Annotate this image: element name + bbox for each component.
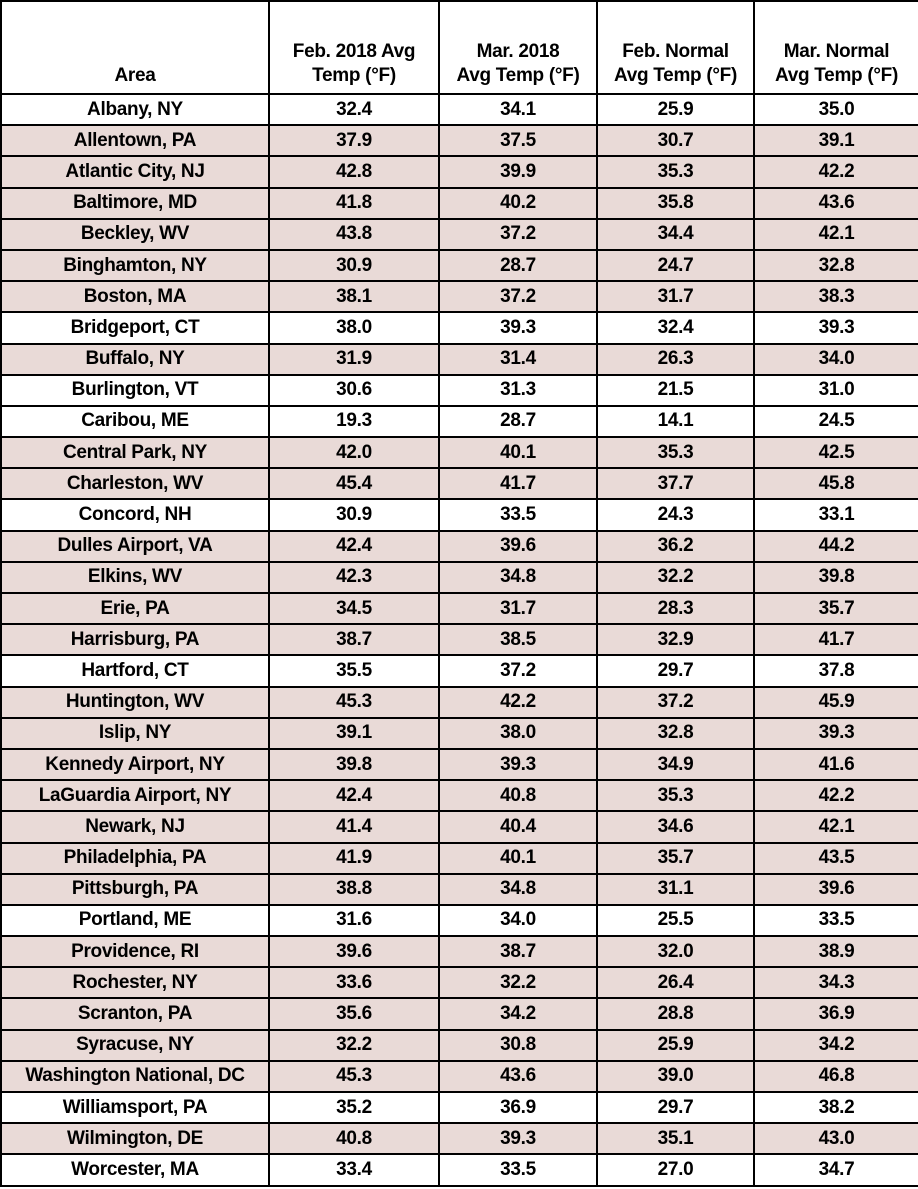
area-cell: Albany, NY — [1, 94, 269, 125]
value-cell-feb-2018-avg-temp: 42.3 — [269, 562, 439, 593]
area-cell: Worcester, MA — [1, 1154, 269, 1185]
area-cell: Bridgeport, CT — [1, 312, 269, 343]
value-cell-feb-2018-avg-temp: 38.0 — [269, 312, 439, 343]
value-cell-mar-2018-avg-temp: 41.7 — [439, 468, 597, 499]
table-row — [1, 1061, 918, 1092]
area-cell: Boston, MA — [1, 281, 269, 312]
table-row — [1, 344, 918, 375]
value-cell-mar-2018-avg-temp: 39.9 — [439, 156, 597, 187]
value-cell-mar-2018-avg-temp: 40.8 — [439, 780, 597, 811]
column-header-line: Avg Temp (°F) — [775, 65, 898, 87]
column-header-feb-normal-avg-temp — [597, 1, 754, 94]
table-row — [1, 718, 918, 749]
area-cell: Central Park, NY — [1, 437, 269, 468]
table-row — [1, 437, 918, 468]
value-cell-mar-2018-avg-temp: 37.5 — [439, 125, 597, 156]
value-cell-mar-2018-avg-temp: 31.7 — [439, 593, 597, 624]
value-cell-mar-2018-avg-temp: 39.6 — [439, 531, 597, 562]
value-cell-feb-2018-avg-temp: 30.9 — [269, 250, 439, 281]
value-cell-feb-normal-avg-temp: 35.7 — [597, 843, 754, 874]
column-header-line: Mar. 2018 — [476, 40, 560, 62]
value-cell-feb-normal-avg-temp: 32.9 — [597, 624, 754, 655]
value-cell-feb-2018-avg-temp: 38.1 — [269, 281, 439, 312]
area-cell: Atlantic City, NJ — [1, 156, 269, 187]
value-cell-mar-2018-avg-temp: 37.2 — [439, 219, 597, 250]
value-cell-feb-2018-avg-temp: 40.8 — [269, 1123, 439, 1154]
table-row — [1, 250, 918, 281]
column-header-line: Avg Temp (°F) — [456, 65, 580, 87]
value-cell-feb-normal-avg-temp: 35.1 — [597, 1123, 754, 1154]
value-cell-mar-normal-avg-temp: 45.9 — [754, 687, 918, 718]
column-header-line: Area — [114, 65, 156, 87]
table-row — [1, 1123, 918, 1154]
value-cell-mar-2018-avg-temp: 39.3 — [439, 749, 597, 780]
header-row — [1, 1, 918, 94]
value-cell-mar-2018-avg-temp: 39.3 — [439, 312, 597, 343]
table-row — [1, 1092, 918, 1123]
value-cell-mar-normal-avg-temp: 34.7 — [754, 1154, 918, 1185]
value-cell-feb-normal-avg-temp: 29.7 — [597, 1092, 754, 1123]
value-cell-mar-2018-avg-temp: 28.7 — [439, 250, 597, 281]
value-cell-mar-2018-avg-temp: 37.2 — [439, 655, 597, 686]
table-header — [1, 1, 918, 94]
area-cell: Kennedy Airport, NY — [1, 749, 269, 780]
value-cell-feb-normal-avg-temp: 32.4 — [597, 312, 754, 343]
area-cell: Washington National, DC — [1, 1061, 269, 1092]
value-cell-mar-normal-avg-temp: 39.3 — [754, 312, 918, 343]
table-row — [1, 967, 918, 998]
value-cell-mar-normal-avg-temp: 43.0 — [754, 1123, 918, 1154]
table-row — [1, 219, 918, 250]
value-cell-feb-2018-avg-temp: 41.8 — [269, 188, 439, 219]
area-cell: Islip, NY — [1, 718, 269, 749]
area-cell: Pittsburgh, PA — [1, 874, 269, 905]
table-row — [1, 188, 918, 219]
value-cell-mar-2018-avg-temp: 38.7 — [439, 936, 597, 967]
value-cell-feb-normal-avg-temp: 26.3 — [597, 344, 754, 375]
column-header-mar-normal-avg-temp — [754, 1, 918, 94]
area-cell: Erie, PA — [1, 593, 269, 624]
value-cell-feb-normal-avg-temp: 35.3 — [597, 156, 754, 187]
value-cell-mar-normal-avg-temp: 42.1 — [754, 811, 918, 842]
table-row — [1, 936, 918, 967]
table-row — [1, 281, 918, 312]
area-cell: Rochester, NY — [1, 967, 269, 998]
value-cell-mar-normal-avg-temp: 42.2 — [754, 156, 918, 187]
area-cell: Charleston, WV — [1, 468, 269, 499]
table-row — [1, 1154, 918, 1185]
area-cell: Binghamton, NY — [1, 250, 269, 281]
value-cell-mar-normal-avg-temp: 43.5 — [754, 843, 918, 874]
area-cell: Harrisburg, PA — [1, 624, 269, 655]
value-cell-mar-normal-avg-temp: 34.2 — [754, 1030, 918, 1061]
value-cell-feb-normal-avg-temp: 30.7 — [597, 125, 754, 156]
value-cell-feb-normal-avg-temp: 25.9 — [597, 1030, 754, 1061]
value-cell-feb-normal-avg-temp: 26.4 — [597, 967, 754, 998]
value-cell-mar-2018-avg-temp: 34.0 — [439, 905, 597, 936]
area-cell: Hartford, CT — [1, 655, 269, 686]
value-cell-feb-2018-avg-temp: 35.6 — [269, 998, 439, 1029]
value-cell-mar-normal-avg-temp: 44.2 — [754, 531, 918, 562]
value-cell-mar-normal-avg-temp: 46.8 — [754, 1061, 918, 1092]
value-cell-feb-normal-avg-temp: 34.6 — [597, 811, 754, 842]
table-row — [1, 905, 918, 936]
table-row — [1, 125, 918, 156]
column-header-line: Feb. 2018 Avg — [292, 40, 416, 62]
value-cell-feb-2018-avg-temp: 42.4 — [269, 531, 439, 562]
value-cell-feb-normal-avg-temp: 34.4 — [597, 219, 754, 250]
value-cell-mar-2018-avg-temp: 37.2 — [439, 281, 597, 312]
value-cell-feb-normal-avg-temp: 29.7 — [597, 655, 754, 686]
value-cell-mar-2018-avg-temp: 38.0 — [439, 718, 597, 749]
area-cell: Beckley, WV — [1, 219, 269, 250]
value-cell-feb-normal-avg-temp: 21.5 — [597, 375, 754, 406]
value-cell-feb-normal-avg-temp: 27.0 — [597, 1154, 754, 1185]
value-cell-feb-2018-avg-temp: 19.3 — [269, 406, 439, 437]
area-cell: Buffalo, NY — [1, 344, 269, 375]
value-cell-feb-2018-avg-temp: 39.1 — [269, 718, 439, 749]
column-header-line: Mar. Normal — [783, 40, 890, 62]
value-cell-feb-normal-avg-temp: 25.9 — [597, 94, 754, 125]
table-row — [1, 811, 918, 842]
table-row — [1, 499, 918, 530]
value-cell-mar-2018-avg-temp: 40.1 — [439, 437, 597, 468]
value-cell-mar-normal-avg-temp: 34.0 — [754, 344, 918, 375]
table-body — [1, 94, 918, 1186]
value-cell-feb-normal-avg-temp: 36.2 — [597, 531, 754, 562]
table-row — [1, 156, 918, 187]
table-row — [1, 531, 918, 562]
value-cell-mar-normal-avg-temp: 36.9 — [754, 998, 918, 1029]
value-cell-mar-normal-avg-temp: 42.1 — [754, 219, 918, 250]
area-cell: Baltimore, MD — [1, 188, 269, 219]
value-cell-feb-normal-avg-temp: 35.3 — [597, 437, 754, 468]
value-cell-feb-2018-avg-temp: 33.6 — [269, 967, 439, 998]
value-cell-feb-normal-avg-temp: 32.0 — [597, 936, 754, 967]
value-cell-mar-normal-avg-temp: 24.5 — [754, 406, 918, 437]
area-cell: Newark, NJ — [1, 811, 269, 842]
value-cell-feb-normal-avg-temp: 32.8 — [597, 718, 754, 749]
value-cell-mar-normal-avg-temp: 39.3 — [754, 718, 918, 749]
area-cell: Burlington, VT — [1, 375, 269, 406]
value-cell-mar-2018-avg-temp: 31.4 — [439, 344, 597, 375]
value-cell-feb-2018-avg-temp: 31.6 — [269, 905, 439, 936]
value-cell-feb-normal-avg-temp: 28.3 — [597, 593, 754, 624]
value-cell-mar-2018-avg-temp: 34.8 — [439, 562, 597, 593]
value-cell-feb-normal-avg-temp: 24.7 — [597, 250, 754, 281]
table-row — [1, 655, 918, 686]
area-cell: Caribou, ME — [1, 406, 269, 437]
value-cell-feb-normal-avg-temp: 39.0 — [597, 1061, 754, 1092]
area-cell: Portland, ME — [1, 905, 269, 936]
table-row — [1, 468, 918, 499]
table-row — [1, 624, 918, 655]
value-cell-mar-2018-avg-temp: 32.2 — [439, 967, 597, 998]
table-row — [1, 593, 918, 624]
value-cell-feb-2018-avg-temp: 35.2 — [269, 1092, 439, 1123]
value-cell-mar-normal-avg-temp: 43.6 — [754, 188, 918, 219]
value-cell-mar-2018-avg-temp: 42.2 — [439, 687, 597, 718]
value-cell-feb-2018-avg-temp: 35.5 — [269, 655, 439, 686]
area-cell: Scranton, PA — [1, 998, 269, 1029]
value-cell-feb-2018-avg-temp: 42.0 — [269, 437, 439, 468]
area-cell: Huntington, WV — [1, 687, 269, 718]
value-cell-mar-normal-avg-temp: 38.2 — [754, 1092, 918, 1123]
value-cell-mar-2018-avg-temp: 39.3 — [439, 1123, 597, 1154]
value-cell-feb-2018-avg-temp: 30.6 — [269, 375, 439, 406]
value-cell-feb-2018-avg-temp: 41.4 — [269, 811, 439, 842]
value-cell-feb-normal-avg-temp: 28.8 — [597, 998, 754, 1029]
area-cell: Allentown, PA — [1, 125, 269, 156]
table-row — [1, 375, 918, 406]
value-cell-mar-normal-avg-temp: 32.8 — [754, 250, 918, 281]
area-cell: Providence, RI — [1, 936, 269, 967]
value-cell-mar-normal-avg-temp: 39.6 — [754, 874, 918, 905]
column-header-feb-2018-avg-temp — [269, 1, 439, 94]
value-cell-mar-2018-avg-temp: 31.3 — [439, 375, 597, 406]
value-cell-mar-2018-avg-temp: 33.5 — [439, 1154, 597, 1185]
value-cell-mar-normal-avg-temp: 31.0 — [754, 375, 918, 406]
value-cell-mar-2018-avg-temp: 40.2 — [439, 188, 597, 219]
table-row — [1, 780, 918, 811]
value-cell-mar-normal-avg-temp: 33.5 — [754, 905, 918, 936]
table-row — [1, 687, 918, 718]
value-cell-mar-2018-avg-temp: 30.8 — [439, 1030, 597, 1061]
table-row — [1, 406, 918, 437]
value-cell-mar-2018-avg-temp: 36.9 — [439, 1092, 597, 1123]
value-cell-feb-2018-avg-temp: 38.8 — [269, 874, 439, 905]
value-cell-mar-normal-avg-temp: 38.3 — [754, 281, 918, 312]
value-cell-feb-2018-avg-temp: 32.2 — [269, 1030, 439, 1061]
value-cell-feb-2018-avg-temp: 41.9 — [269, 843, 439, 874]
table-row — [1, 874, 918, 905]
value-cell-feb-2018-avg-temp: 32.4 — [269, 94, 439, 125]
value-cell-feb-normal-avg-temp: 37.2 — [597, 687, 754, 718]
value-cell-mar-2018-avg-temp: 40.4 — [439, 811, 597, 842]
area-cell: Wilmington, DE — [1, 1123, 269, 1154]
value-cell-mar-normal-avg-temp: 41.6 — [754, 749, 918, 780]
value-cell-feb-normal-avg-temp: 34.9 — [597, 749, 754, 780]
value-cell-feb-2018-avg-temp: 43.8 — [269, 219, 439, 250]
value-cell-mar-normal-avg-temp: 37.8 — [754, 655, 918, 686]
area-cell: Elkins, WV — [1, 562, 269, 593]
value-cell-mar-normal-avg-temp: 35.7 — [754, 593, 918, 624]
value-cell-feb-2018-avg-temp: 39.6 — [269, 936, 439, 967]
area-cell: LaGuardia Airport, NY — [1, 780, 269, 811]
table-row — [1, 843, 918, 874]
value-cell-mar-normal-avg-temp: 39.1 — [754, 125, 918, 156]
value-cell-feb-normal-avg-temp: 35.3 — [597, 780, 754, 811]
area-cell: Concord, NH — [1, 499, 269, 530]
value-cell-mar-normal-avg-temp: 38.9 — [754, 936, 918, 967]
value-cell-mar-normal-avg-temp: 34.3 — [754, 967, 918, 998]
table-row — [1, 998, 918, 1029]
value-cell-feb-2018-avg-temp: 45.3 — [269, 687, 439, 718]
value-cell-feb-2018-avg-temp: 42.4 — [269, 780, 439, 811]
value-cell-feb-2018-avg-temp: 34.5 — [269, 593, 439, 624]
value-cell-feb-2018-avg-temp: 38.7 — [269, 624, 439, 655]
area-cell: Philadelphia, PA — [1, 843, 269, 874]
value-cell-feb-2018-avg-temp: 37.9 — [269, 125, 439, 156]
value-cell-mar-2018-avg-temp: 38.5 — [439, 624, 597, 655]
value-cell-mar-normal-avg-temp: 39.8 — [754, 562, 918, 593]
table-row — [1, 312, 918, 343]
value-cell-mar-normal-avg-temp: 33.1 — [754, 499, 918, 530]
value-cell-mar-normal-avg-temp: 42.2 — [754, 780, 918, 811]
column-header-area — [1, 1, 269, 94]
value-cell-mar-2018-avg-temp: 40.1 — [439, 843, 597, 874]
value-cell-feb-normal-avg-temp: 25.5 — [597, 905, 754, 936]
column-header-line: Feb. Normal — [622, 40, 729, 62]
table-row — [1, 562, 918, 593]
table-row — [1, 94, 918, 125]
value-cell-mar-normal-avg-temp: 45.8 — [754, 468, 918, 499]
column-header-mar-2018-avg-temp — [439, 1, 597, 94]
value-cell-mar-2018-avg-temp: 34.2 — [439, 998, 597, 1029]
area-cell: Syracuse, NY — [1, 1030, 269, 1061]
value-cell-mar-normal-avg-temp: 42.5 — [754, 437, 918, 468]
value-cell-feb-normal-avg-temp: 35.8 — [597, 188, 754, 219]
value-cell-feb-normal-avg-temp: 37.7 — [597, 468, 754, 499]
value-cell-mar-2018-avg-temp: 28.7 — [439, 406, 597, 437]
column-header-line: Temp (°F) — [312, 65, 396, 87]
value-cell-mar-2018-avg-temp: 33.5 — [439, 499, 597, 530]
area-cell: Williamsport, PA — [1, 1092, 269, 1123]
value-cell-feb-2018-avg-temp: 45.4 — [269, 468, 439, 499]
value-cell-feb-2018-avg-temp: 39.8 — [269, 749, 439, 780]
value-cell-feb-normal-avg-temp: 32.2 — [597, 562, 754, 593]
value-cell-mar-2018-avg-temp: 34.1 — [439, 94, 597, 125]
value-cell-feb-normal-avg-temp: 31.1 — [597, 874, 754, 905]
value-cell-mar-2018-avg-temp: 34.8 — [439, 874, 597, 905]
table-row — [1, 1030, 918, 1061]
value-cell-mar-normal-avg-temp: 35.0 — [754, 94, 918, 125]
value-cell-mar-2018-avg-temp: 43.6 — [439, 1061, 597, 1092]
area-cell: Dulles Airport, VA — [1, 531, 269, 562]
value-cell-feb-2018-avg-temp: 42.8 — [269, 156, 439, 187]
value-cell-feb-normal-avg-temp: 31.7 — [597, 281, 754, 312]
value-cell-feb-2018-avg-temp: 31.9 — [269, 344, 439, 375]
value-cell-feb-normal-avg-temp: 24.3 — [597, 499, 754, 530]
value-cell-feb-normal-avg-temp: 14.1 — [597, 406, 754, 437]
column-header-line: Avg Temp (°F) — [614, 65, 737, 87]
table-row — [1, 749, 918, 780]
value-cell-feb-2018-avg-temp: 45.3 — [269, 1061, 439, 1092]
value-cell-feb-2018-avg-temp: 30.9 — [269, 499, 439, 530]
value-cell-mar-normal-avg-temp: 41.7 — [754, 624, 918, 655]
value-cell-feb-2018-avg-temp: 33.4 — [269, 1154, 439, 1185]
